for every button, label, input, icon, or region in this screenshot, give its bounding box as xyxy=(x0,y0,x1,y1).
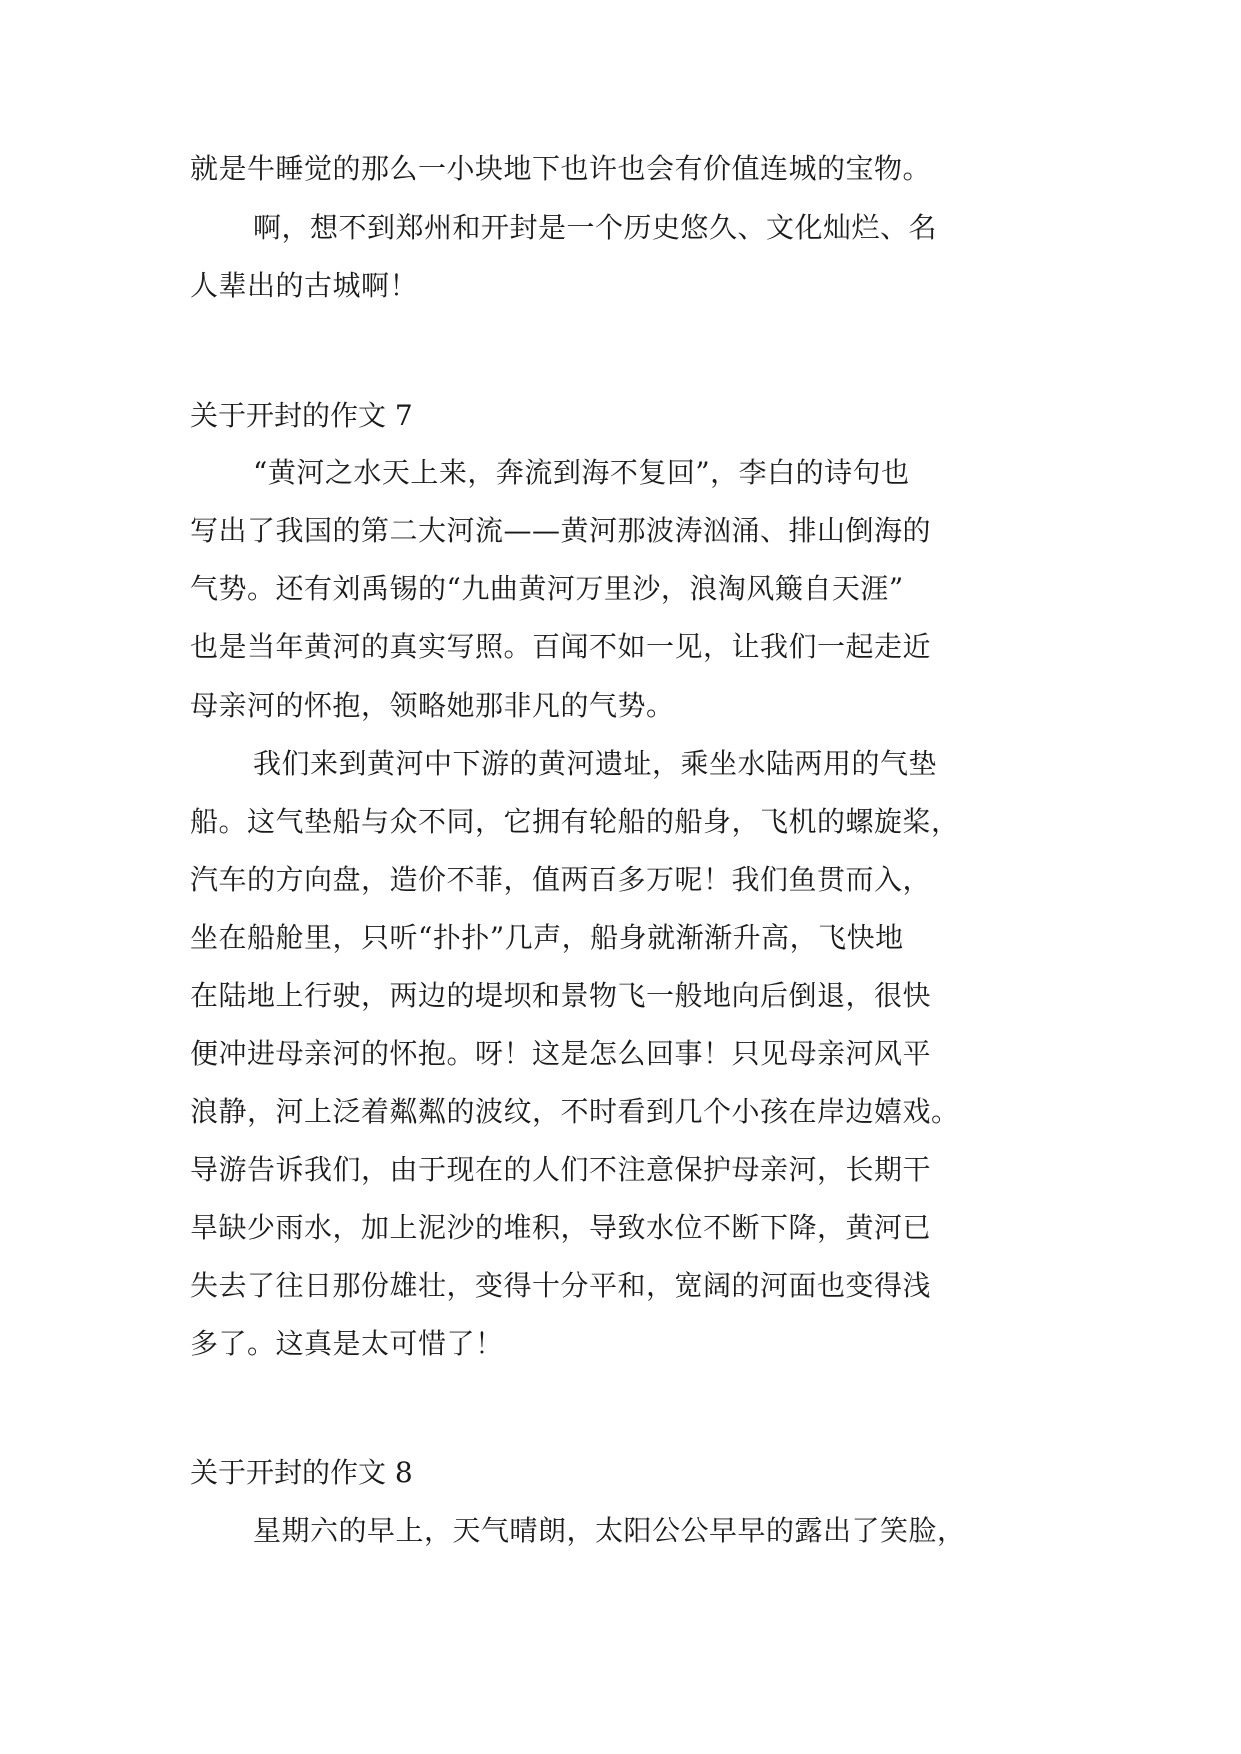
text-line: 浪静，河上泛着粼粼的波纹，不时看到几个小孩在岸边嬉戏。 xyxy=(190,1095,960,1128)
text-line: 汽车的方向盘，造价不菲，值两百多万呢！我们鱼贯而入， xyxy=(190,863,932,896)
text-line: 坐在船舱里，只听“扑扑”几声，船身就渐渐升高，飞快地 xyxy=(190,921,904,954)
text-line: 多了。这真是太可惜了！ xyxy=(190,1327,504,1360)
section-heading-8: 关于开封的作文 8 xyxy=(190,1456,413,1489)
text-line: 失去了往日那份雄壮，变得十分平和，宽阔的河面也变得浅 xyxy=(190,1269,932,1302)
text-line: 气势。还有刘禹锡的“九曲黄河万里沙，浪淘风簸自天涯” xyxy=(190,572,904,605)
text-line: 在陆地上行驶，两边的堤坝和景物飞一般地向后倒退，很快 xyxy=(190,979,932,1012)
text-line: 船。这气垫船与众不同，它拥有轮船的船身，飞机的螺旋桨， xyxy=(190,805,960,838)
text-line: 写出了我国的第二大河流——黄河那波涛汹涌、排山倒海的 xyxy=(190,514,932,547)
text-line: 导游告诉我们，由于现在的人们不注意保护母亲河，长期干 xyxy=(190,1153,932,1186)
text-line: 也是当年黄河的真实写照。百闻不如一见，让我们一起走近 xyxy=(190,630,932,663)
text-line: 母亲河的怀抱，领略她那非凡的气势。 xyxy=(190,689,675,722)
text-line: 便冲进母亲河的怀抱。呀！这是怎么回事！只见母亲河风平 xyxy=(190,1037,932,1070)
text-line: “黄河之水天上来，奔流到海不复回”，李白的诗句也 xyxy=(253,456,910,489)
text-line: 旱缺少雨水，加上泥沙的堆积，导致水位不断下降，黄河已 xyxy=(190,1211,932,1244)
text-line: 啊，想不到郑州和开封是一个历史悠久、文化灿烂、名 xyxy=(253,211,938,244)
text-line: 人辈出的古城啊！ xyxy=(190,269,419,302)
text-line: 我们来到黄河中下游的黄河遗址，乘坐水陆两用的气垫 xyxy=(253,747,938,780)
text-line: 就是牛睡觉的那么一小块地下也许也会有价值连城的宝物。 xyxy=(190,152,932,185)
section-heading-7: 关于开封的作文 7 xyxy=(190,399,413,432)
text-line: 星期六的早上，天气晴朗，太阳公公早早的露出了笑脸， xyxy=(253,1514,966,1547)
